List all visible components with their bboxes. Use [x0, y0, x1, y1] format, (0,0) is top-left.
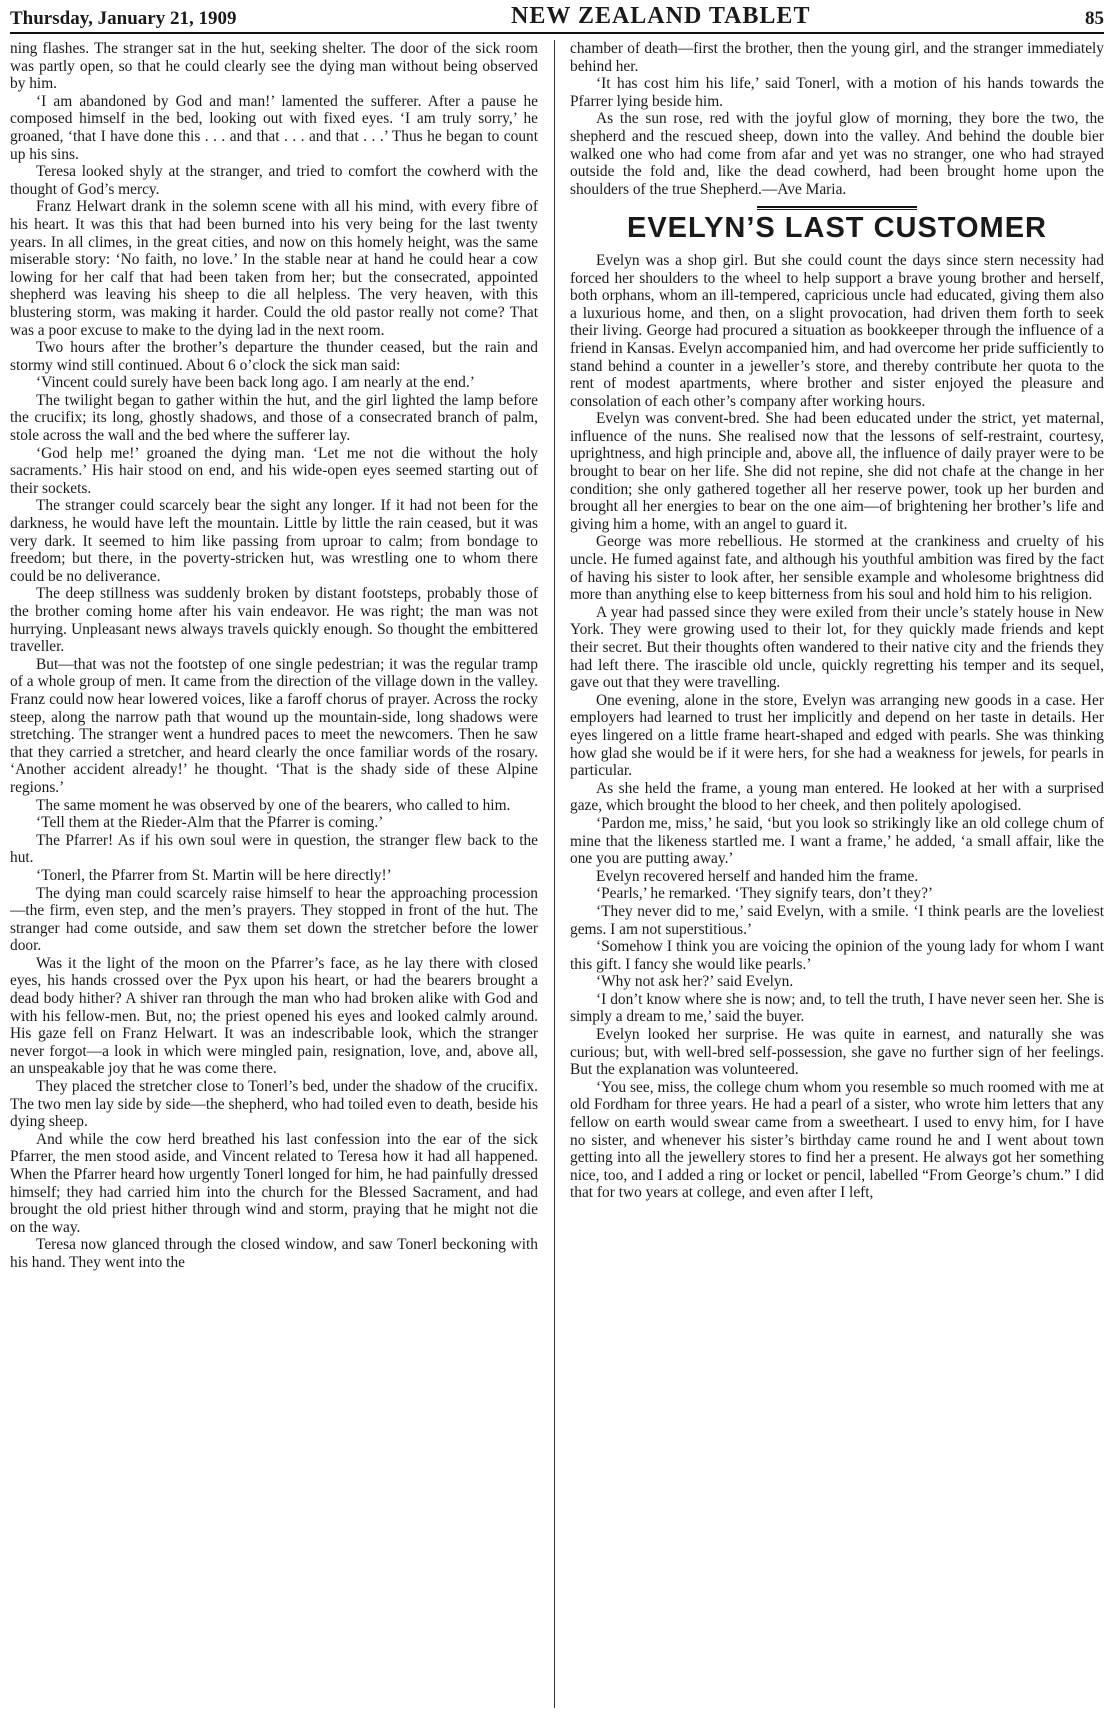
- paragraph: As she held the frame, a young man entered. He looked at her with a surprised gaze, which brought the blood to her cheek, and then politely apologised.: [570, 779, 1104, 815]
- paragraph: Franz Helwart drank in the solemn scene with all his mind, with every fibre of his heart. It was this that had been burned into his very being for the last twenty years. In all climes, in the great cities, and now on this homely height, was the same miserable story: ‘No faith, no love.’ In the stable near at hand he could hear a cow lowing for her calf that had been taken from her; but the consecrated, appointed shepherd was leaving his sheep to die all helpless. The very heaven, with this blustering storm, was making it harder. Could the old pastor really not come? That was a poor excuse to make to the dying lad in the next room.: [10, 198, 538, 339]
- paragraph: Teresa looked shyly at the stranger, and tried to comfort the cowherd with the thought of God’s mercy.: [10, 163, 538, 198]
- paragraph: The deep stillness was suddenly broken by distant footsteps, probably those of the brother coming home after his vain endeavor. He was right; the man was not hurrying. Unpleasant news always travels quickly enough. So thought the embittered traveller.: [10, 585, 538, 656]
- paragraph: Teresa now glanced through the closed window, and saw Tonerl beckoning with his hand. They went into the: [10, 1236, 538, 1271]
- paragraph: ‘I am abandoned by God and man!’ lamented the sufferer. After a pause he composed himself in the bed, looking out with fixed eyes. ‘I am truly sorry,’ he groaned, ‘that I have done this . . . and that . . . and that . . .’ Thus he began to count up his sins.: [10, 92, 538, 163]
- paragraph: Evelyn was convent-bred. She had been educated under the strict, yet maternal, influence of the nuns. She realised now that the lessons of self-restraint, courtesy, uprightness, and high principle and, above all, the influence of daily prayer were to be brought to bear on her life. She did not repine, she did not chafe at the change in her condition; she only gathered together all her reserve power, took up her burden and brought all her energies to bear on the one aim—of brightening her brother’s life and giving him a home, with an angel to guard it.: [570, 410, 1104, 533]
- paragraph: The Pfarrer! As if his own soul were in question, the stranger flew back to the hut.: [10, 831, 538, 867]
- paragraph: ‘It has cost him his life,’ said Tonerl, with a motion of his hands towards the Pfarrer lying beside him.: [570, 75, 1104, 110]
- header-rule: [10, 32, 1104, 34]
- paragraph: chamber of death—first the brother, then the young girl, and the stranger immediately behind her.: [570, 40, 1104, 75]
- paragraph: Was it the light of the moon on the Pfarrer’s face, as he lay there with closed eyes, his hands crossed over the Pyx upon his heart, or had the bearers brought a dead body hither? A shiver ran through the man who had broken alike with God and with his fellow-men. But, no; the priest opened his eyes and looked calmly around. His gaze fell on Franz Helwart. It was an indescribable look, which the stranger never forgot—a look in which were mingled pain, resignation, love, and, above all, an unspeakable joy that he was come there.: [10, 954, 538, 1078]
- paragraph: And while the cow herd breathed his last confession into the ear of the sick Pfarrer, the men stood aside, and Vincent related to Teresa how it had all happened. When the Pfarrer heard how urgently Tonerl longed for him, he had painfully dressed himself; they had carried him into the church for the Blessed Sacrament, and had brought the old priest hither through wind and storm, praying that he might not die on the way.: [10, 1130, 538, 1236]
- paragraph: As the sun rose, red with the joyful glow of morning, they bore the two, the shepherd and the rescued sheep, down into the valley. And behind the double bier walked one who had come from afar and yet was no stranger, one who had strayed outside the fold and, like the dead cowherd, had been brought home upon the shoulders of the true Shepherd.—Ave Maria.: [570, 110, 1104, 198]
- article-heading: EVELYN’S LAST CUSTOMER: [626, 212, 1047, 245]
- paragraph: ‘Tonerl, the Pfarrer from St. Martin will be here directly!’: [36, 866, 392, 884]
- paragraph: Evelyn recovered herself and handed him the frame.: [596, 867, 919, 885]
- paragraph: The same moment he was observed by one of the bearers, who called to him.: [36, 796, 511, 814]
- page-header: [10, 4, 1104, 30]
- paragraph: ‘Somehow I think you are voicing the opinion of the young lady for whom I want this gift. I fancy she would like pearls.’: [570, 938, 1104, 973]
- article-separator: [757, 206, 917, 210]
- left-column: [10, 40, 538, 1710]
- paragraph: The stranger could scarcely bear the sight any longer. If it had not been for the darkness, he would have left the mountain. Little by little the rain ceased, but it was very dark. It seemed to him like passing from uproar to calm; from bondage to freedom; but there, in the poverty-stricken hut, was wrestling one to whom there could be no deliverance.: [10, 497, 538, 585]
- paragraph: But—that was not the footstep of one single pedestrian; it was the regular tramp of a whole group of men. It came from the direction of the village down in the valley. Franz could now hear lowered voices, like a faroff chorus of prayer. Across the rocky steep, along the narrow path that wound up the mountain-side, long shadows were stretching. The stranger went a hundred paces to meet the newcomers. Then he saw that they carried a stretcher, and heard clearly the once familiar words of the rosary. ‘Another accident already!’ he thought. ‘That is the shady side of these Alpine regions.’: [10, 655, 538, 796]
- masthead-title: NEW ZEALAND TABLET: [511, 3, 811, 29]
- paragraph: George was more rebellious. He stormed at the crankiness and cruelty of his uncle. He fumed against fate, and although his youthful ambition was fired by the fact of having his sister to look after, her sensible example and wholesome brightness did more than anything else to keep bitterness from his soul and hold him to his religion.: [570, 533, 1104, 604]
- paragraph: ‘Pearls,’ he remarked. ‘They signify tears, don’t they?’: [596, 885, 934, 903]
- paragraph: Two hours after the brother’s departure the thunder ceased, but the rain and stormy wind still continued. About 6 o’clock the sick man said:: [10, 339, 538, 374]
- paragraph: ‘I don’t know where she is now; and, to tell the truth, I have never seen her. She is simply a dream to me,’ said the buyer.: [570, 990, 1104, 1026]
- paragraph: Evelyn looked her surprise. He was quite in earnest, and naturally she was curious; but, with well-bred self-possession, she gave no further sign of her feelings. But the explanation was volunteered.: [570, 1026, 1104, 1079]
- paragraph: A year had passed since they were exiled from their uncle’s stately house in New York. They were growing used to their lot, for they quickly made friends and kept their secret. But their thoughts often wandered to their native city and the friends they had left there. The irascible old uncle, quickly regretting his temper and its sequel, gave out that they were travelling.: [570, 603, 1104, 692]
- issue-date: Thursday, January 21, 1909: [10, 8, 237, 29]
- paragraph: ‘They never did to me,’ said Evelyn, with a smile. ‘I think pearls are the loveliest gems. I am not superstitious.’: [570, 902, 1104, 938]
- paragraph: ‘Tell them at the Rieder-Alm that the Pfarrer is coming.’: [36, 814, 384, 832]
- paragraph: ‘Why not ask her?’ said Evelyn.: [596, 973, 794, 991]
- paragraph: ‘God help me!’ groaned the dying man. ‘Let me not die without the holy sacraments.’ His hair stood on end, and his wide-open eyes seemed starting out of their sockets.: [10, 444, 538, 497]
- paragraph: The dying man could scarcely raise himself to hear the approaching procession—the firm, even step, and the men’s prayers. They stopped in front of the hut. The stranger had come outside, and saw them set down the stretcher before the lower door.: [10, 884, 538, 955]
- paragraph: ‘Vincent could surely have been back long ago. I am nearly at the end.’: [36, 374, 475, 392]
- paragraph: ‘Pardon me, miss,’ he said, ‘but you look so strikingly like an old college chum of mine that the likeness startled me. I want a frame,’ he added, ‘a small affair, like the one you are putting away.’: [570, 814, 1104, 868]
- paragraph: They placed the stretcher close to Tonerl’s bed, under the shadow of the crucifix. The two men lay side by side—the shepherd, who had toiled even to death, beside his dying sheep.: [10, 1078, 538, 1131]
- right-column: [570, 40, 1104, 1710]
- paragraph: ‘You see, miss, the college chum whom you resemble so much roomed with me at old Fordham for three years. He had a pearl of a sister, who wrote him letters that any fellow on earth would swear came from a sweetheart. I used to envy him, for I have no sister, and whenever his sister’s birthday came round he and I went about town getting into all the jewellery stores to find her a present. He always got her something nice, too, and I added a ring or locket or pencil, labelled “From George’s chum.” I did that for two years at college, and even after I left,: [570, 1078, 1104, 1202]
- paragraph: The twilight began to gather within the hut, and the girl lighted the lamp before the crucifix; its long, ghostly shadows, and those of a consecrated branch of palm, stole across the wall and the bed where the sufferer lay.: [10, 391, 538, 445]
- page-number: 85: [1085, 8, 1104, 29]
- paragraph: One evening, alone in the store, Evelyn was arranging new goods in a case. Her employers had learned to trust her implicitly and depend on her taste in details. Her eyes lingered on a little frame heart-shaped and edged with pearls. She was thinking how glad she would be if it were hers, for she had a weakness for jewels, for pearls in particular.: [570, 691, 1104, 780]
- column-divider: [554, 40, 555, 1708]
- paragraph: Evelyn was a shop girl. But she could count the days since stern necessity had forced her shoulders to the wheel to help support a brave young brother and herself, both orphans, whom an ill-tempered, capricious uncle had educated, giving them also a luxurious home, and then, on a slight provocation, had driven them forth to seek their living. George had procured a situation as bookkeeper through the influence of a friend in Kansas. Evelyn accompanied him, and had overcome her pride sufficiently to stand behind a counter in a jeweller’s store, and thereby contribute her quota to the rent of modest apartments, where brother and sister enjoyed the pleasure and consolation of each other’s company after working hours.: [570, 251, 1104, 410]
- paragraph: ning flashes. The stranger sat in the hut, seeking shelter. The door of the sick room was partly open, so that he could clearly see the dying man without being observed by him.: [10, 40, 538, 93]
